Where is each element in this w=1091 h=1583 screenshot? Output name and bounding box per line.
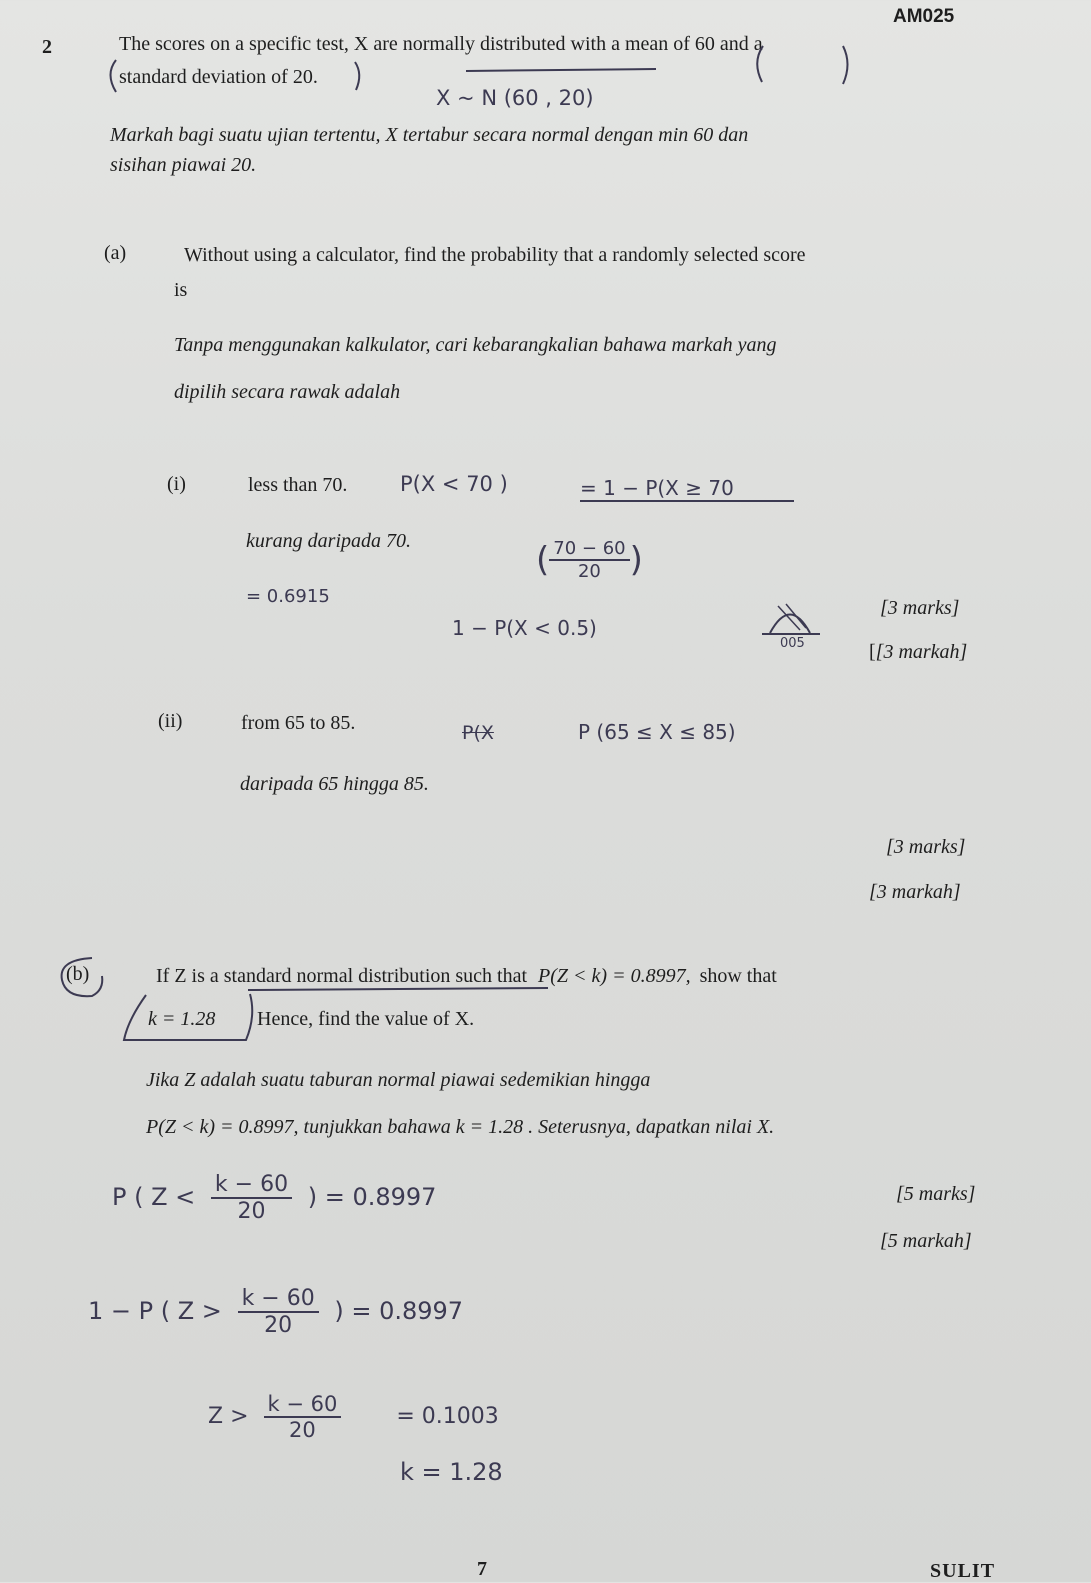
box-k-value bbox=[124, 994, 252, 1040]
part-a-ii-text-en: from 65 to 85. bbox=[241, 712, 356, 734]
part-a-text-en-line1: Without using a calculator, find the probability that a randomly selected score bbox=[184, 244, 806, 266]
bracket-left-sd bbox=[111, 60, 117, 92]
circle-part-b bbox=[62, 958, 103, 996]
underline-standard-normal bbox=[248, 988, 548, 990]
part-a-text-en-line2: is bbox=[174, 279, 188, 301]
handwritten-b-step2: 1 − P ( Z > $\frac{k - 60}{20}$ ) = 0.8997 bbox=[88, 1286, 464, 1338]
part-b-marks-ms: [5 markah] bbox=[880, 1230, 972, 1252]
question-number: 2 bbox=[42, 36, 52, 58]
handwritten-a-i-step3: 1 − P(X < 0.5) bbox=[452, 616, 597, 640]
part-b-label: (b) bbox=[66, 963, 90, 985]
question-text-en-line2: standard deviation of 20. bbox=[119, 66, 318, 88]
part-a-ii-marks-ms: [3 markah] bbox=[869, 881, 961, 903]
handwritten-a-i-step1: P(X < 70 ) bbox=[400, 472, 508, 496]
part-a-i-text-en: less than 70. bbox=[248, 474, 348, 496]
part-b-text-ms-line1: Jika Z adalah suatu taburan normal piawai sedemikian hingga bbox=[146, 1069, 651, 1091]
part-a-text-ms-line1: Tanpa menggunakan kalkulator, cari kebarangkalian bahawa markah yang bbox=[174, 334, 777, 356]
part-a-ii-text-ms: daripada 65 hingga 85. bbox=[240, 773, 429, 795]
part-a-label: (a) bbox=[104, 242, 127, 264]
bracket-right-sd bbox=[355, 62, 359, 90]
handwritten-b-step3: Z > $\frac{k - 60}{20}$ = 0.1003 bbox=[208, 1392, 499, 1442]
part-a-text-ms-line2: dipilih secara rawak adalah bbox=[174, 381, 401, 403]
handwritten-a-i-answer: = 0.6915 bbox=[246, 586, 330, 607]
part-a-ii-label: (ii) bbox=[158, 710, 183, 732]
page-number: 7 bbox=[477, 1558, 487, 1580]
paper-code: AM025 bbox=[893, 6, 955, 27]
handwritten-a-i-step2: = 1 − P(X ≥ 70 bbox=[580, 476, 794, 502]
question-text-en-line1: The scores on a specific test, X are normally distributed with a mean of 60 and a bbox=[119, 33, 763, 55]
part-b-text-en-line2: Hence, find the value of X. bbox=[257, 1008, 475, 1030]
part-a-ii-marks-en: [3 marks] bbox=[886, 836, 966, 858]
part-a-i-label: (i) bbox=[167, 473, 186, 495]
handwritten-a-i-fraction: ( $\frac{70 - 60}{20}$ ) bbox=[536, 538, 643, 582]
part-b-marks-en: [5 marks] bbox=[896, 1183, 976, 1205]
part-b-k-value: k = 1.28 bbox=[148, 1008, 216, 1030]
part-a-i-text-ms: kurang daripada 70. bbox=[246, 530, 411, 552]
handwritten-distribution: X ~ N (60 , 20) bbox=[436, 86, 594, 110]
bracket-right-mean bbox=[843, 46, 848, 84]
bell-curve-sketch bbox=[770, 615, 810, 634]
classification-label: SULIT bbox=[930, 1560, 996, 1582]
underline-normally-distributed bbox=[466, 69, 656, 71]
part-a-i-marks-en: [3 marks] bbox=[880, 597, 960, 619]
handwritten-a-ii-crossed: P(X bbox=[462, 722, 494, 744]
handwritten-b-step1: P ( Z < $\frac{k - 60}{20}$ ) = 0.8997 bbox=[112, 1172, 437, 1224]
part-b-text-ms-line2: P(Z < k) = 0.8997, tunjukkan bahawa k = 1.28 . Seterusnya, dapatkan nilai X. bbox=[146, 1116, 775, 1138]
handwritten-b-answer: k = 1.28 bbox=[400, 1458, 503, 1486]
bracket-left-mean bbox=[757, 46, 763, 82]
handwritten-a-i-sketch-label: 005 bbox=[780, 636, 805, 651]
question-text-ms-line2: sisihan piawai 20. bbox=[110, 154, 257, 176]
question-text-ms-line1: Markah bagi suatu ujian tertentu, X tertabur secara normal dengan min 60 dan bbox=[110, 124, 749, 146]
part-b-text-en-line1: If Z is a standard normal distribution such that P(Z < k) = 0.8997, show that bbox=[156, 965, 777, 987]
handwritten-a-ii-step1: P (65 ≤ X ≤ 85) bbox=[578, 720, 736, 744]
part-a-i-marks-ms: [[3 markah] bbox=[869, 641, 968, 663]
